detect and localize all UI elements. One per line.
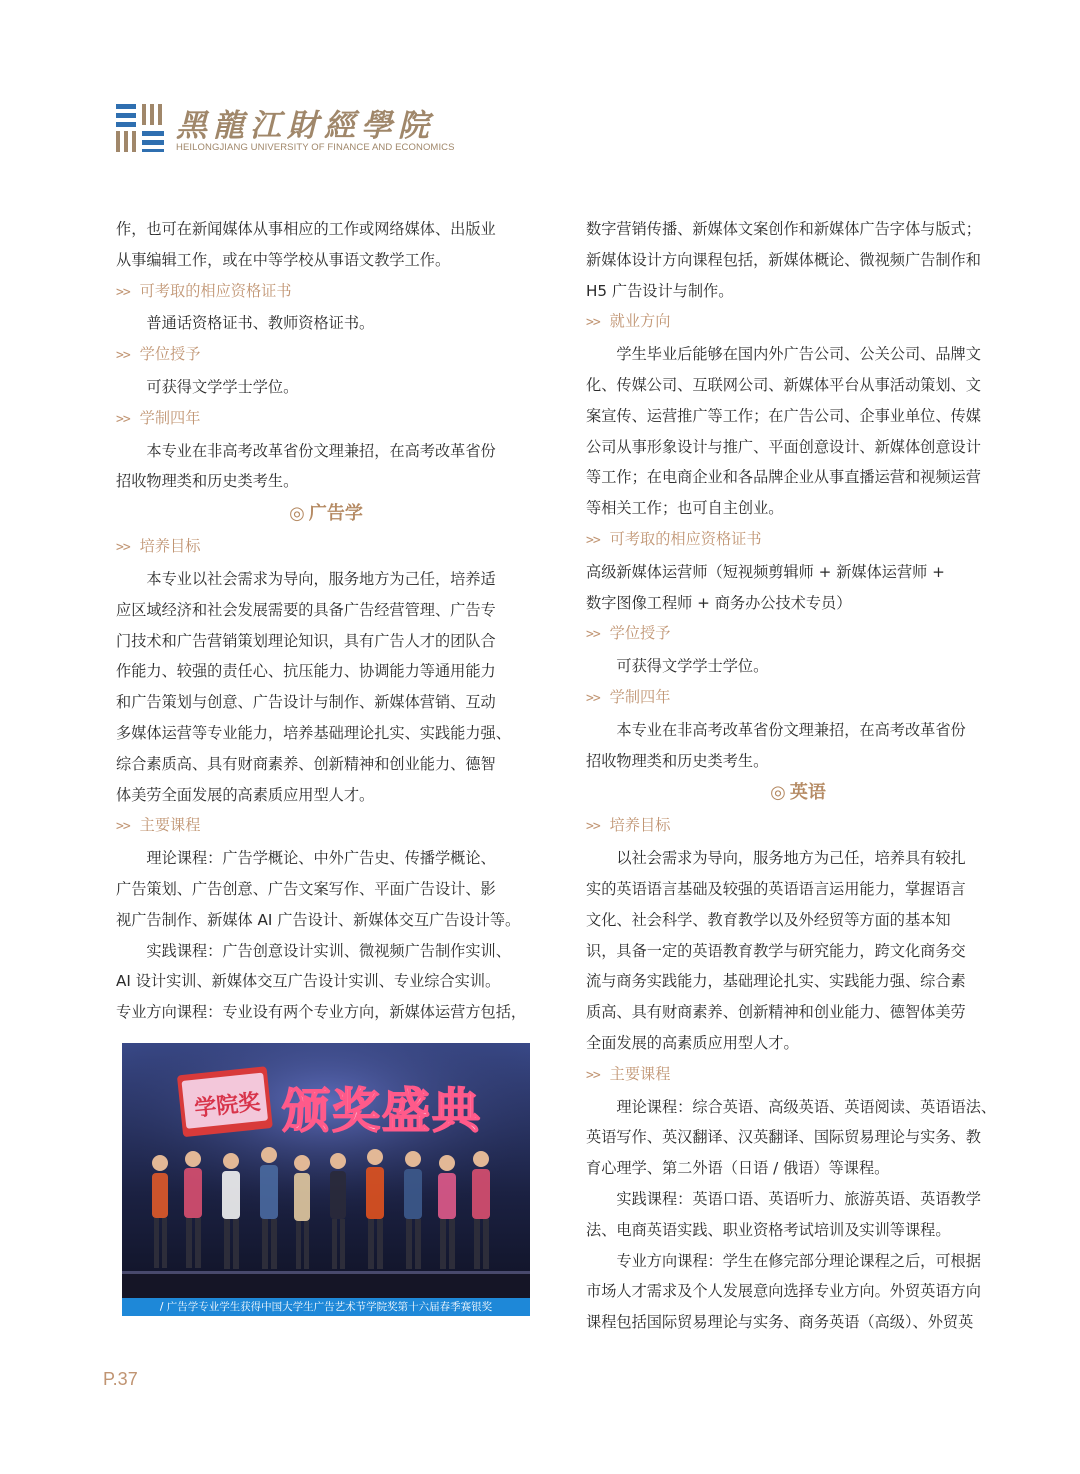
career-line: 等工作；在电商企业和各品牌企业从事直播运营和视频运营 (586, 468, 981, 487)
career-line: 等相关工作；也可自主创业。 (586, 499, 784, 518)
intro-line: 从事编辑工作，或在中等学校从事语文教学工作。 (116, 250, 451, 269)
career-line: 案宣传、运营推广等工作；在广告公司、企事业单位、传媒 (586, 406, 981, 425)
course-line: 专业方向课程：专业设有两个专业方向，新媒体运营方包括， (116, 1003, 527, 1022)
section-title-english: ◎ 英语 (770, 782, 826, 804)
duration-text: 本专业在非高考改革省份文理兼招，在高考改革省份 (146, 441, 496, 460)
degree-text: 可获得文学学士学位。 (146, 377, 299, 396)
course-line: 市场人才需求及个人发展意向选择专业方向。外贸英语方向 (586, 1282, 981, 1301)
course-line: 育心理学、第二外语（日语 / 俄语）等课程。 (586, 1159, 890, 1178)
double-circle-icon: ◎ (770, 782, 786, 804)
intro-line: H5 广告设计与制作。 (586, 281, 734, 300)
goal-line: 以社会需求为导向，服务地方为己任，培养具有较扎 (616, 849, 966, 868)
course-line: 法、电商英语实践、职业资格考试培训及实训等课程。 (586, 1220, 951, 1239)
duration-text: 招收物理类和历史类考生。 (116, 472, 299, 491)
goal-line: 和广告策划与创意、广告设计与制作、新媒体营销、互动 (116, 693, 496, 712)
heading-certificates: >> 可考取的相应资格证书 (586, 529, 762, 548)
certificates-text: 数字图像工程师 + 商务办公技术专员） (586, 593, 852, 612)
award-ceremony-photo (122, 1043, 530, 1316)
course-line: 理论课程：综合英语、高级英语、英语阅读、英语语法、 (616, 1097, 997, 1116)
duration-text: 招收物理类和历史类考生。 (586, 751, 769, 770)
heading-courses: >> 主要课程 (116, 816, 201, 835)
heading-degree: >> 学位授予 (116, 345, 201, 364)
goal-line: 识，具备一定的英语教育教学与研究能力，跨文化商务交 (586, 941, 966, 960)
goal-line: 质高、具有财商素养、创新精神和创业能力、德智体美劳 (586, 1003, 966, 1022)
intro-line: 数字营销传播、新媒体文案创作和新媒体广告字体与版式； (586, 220, 981, 238)
double-chevron-icon: >> (116, 540, 130, 556)
course-line: 视广告制作、新媒体 AI 广告设计、新媒体交互广告设计等。 (116, 910, 521, 929)
goal-line: 本专业以社会需求为导向，服务地方为己任，培养适 (146, 569, 496, 588)
logo-mark-icon (116, 104, 164, 152)
double-chevron-icon: >> (586, 819, 600, 835)
goal-line: 综合素质高、具有财商素养、创新精神和创业能力、德智 (116, 754, 496, 773)
intro-line: 作，也可在新闻媒体从事相应的工作或网络媒体、出版业 (116, 220, 496, 238)
double-chevron-icon: >> (116, 348, 130, 364)
intro-line: 新媒体设计方向课程包括，新媒体概论、微视频广告制作和 (586, 250, 981, 269)
goal-line: 作能力、较强的责任心、抗压能力、协调能力等通用能力 (116, 662, 496, 681)
goal-line: 文化、社会科学、教育教学以及外经贸等方面的基本知 (586, 910, 951, 929)
double-chevron-icon: >> (116, 819, 130, 835)
goal-line: 门技术和广告营销策划理论知识，具有广告人才的团队合 (116, 631, 496, 650)
goal-line: 应区域经济和社会发展需要的具备广告经营管理、广告专 (116, 600, 496, 619)
course-line: AI 设计实训、新媒体交互广告设计实训、专业综合实训。 (116, 972, 501, 991)
logo-chinese-name: 黑龍江財經學院 (176, 108, 435, 144)
photo-badge-text: 学院奖 (193, 1090, 262, 1122)
heading-duration: >> 学制四年 (116, 408, 201, 427)
page-number: P.37 (103, 1369, 138, 1389)
double-chevron-icon: >> (116, 284, 130, 300)
heading-degree: >> 学位授予 (586, 624, 671, 643)
photo-illustration (122, 1043, 530, 1316)
degree-text: 可获得文学学士学位。 (616, 657, 769, 676)
double-circle-icon: ◎ (289, 503, 305, 525)
double-chevron-icon: >> (586, 690, 600, 706)
heading-goals: >> 培养目标 (586, 816, 671, 835)
heading-duration: >> 学制四年 (586, 687, 671, 706)
left-column (116, 214, 536, 1028)
heading-career: >> 就业方向 (586, 312, 671, 331)
course-line: 实践课程：英语口语、英语听力、旅游英语、英语教学 (616, 1189, 981, 1208)
certificates-text: 普通话资格证书、教师资格证书。 (146, 314, 375, 333)
right-column (586, 214, 1010, 1338)
course-line: 理论课程：广告学概论、中外广告史、传播学概论、 (146, 849, 496, 868)
course-line: 实践课程：广告创意设计实训、微视频广告制作实训、 (146, 941, 511, 960)
goal-line: 多媒体运营等专业能力，培养基础理论扎实、实践能力强、 (116, 723, 511, 742)
photo-caption: / 广告学专业学生获得中国大学生广告艺术节学院奖第十六届春季赛银奖 (122, 1298, 530, 1316)
section-title-advertising: ◎ 广告学 (289, 503, 363, 525)
career-line: 公司从事形象设计与推广、平面创意设计、新媒体创意设计 (586, 437, 981, 456)
goal-line: 实的英语语言基础及较强的英语语言运用能力，掌握语言 (586, 879, 966, 898)
heading-courses: >> 主要课程 (586, 1064, 671, 1083)
certificates-text: 高级新媒体运营师（短视频剪辑师 + 新媒体运营师 + (586, 562, 945, 581)
course-line: 课程包括国际贸易理论与实务、商务英语（高级）、外贸英 (586, 1313, 974, 1332)
career-line: 化、传媒公司、互联网公司、新媒体平台从事活动策划、文 (586, 375, 981, 394)
logo-english-name: HEILONGJIANG UNIVERSITY OF FINANCE AND ECONOMICS (176, 142, 455, 153)
duration-text: 本专业在非高考改革省份文理兼招，在高考改革省份 (616, 720, 966, 739)
heading-goals: >> 培养目标 (116, 537, 201, 556)
goal-line: 全面发展的高素质应用型人才。 (586, 1033, 799, 1052)
double-chevron-icon: >> (586, 532, 600, 548)
photo-banner-text: 颁奖盛典 (282, 1083, 483, 1139)
double-chevron-icon: >> (116, 411, 130, 427)
goal-line: 流与商务实践能力，基础理论扎实、实践能力强、综合素 (586, 972, 966, 991)
career-line: 学生毕业后能够在国内外广告公司、公关公司、品牌文 (616, 345, 981, 364)
course-line: 广告策划、广告创意、广告文案写作、平面广告设计、影 (116, 879, 496, 898)
course-line: 英语写作、英汉翻译、汉英翻译、国际贸易理论与实务、教 (586, 1128, 981, 1147)
heading-certificates: >> 可考取的相应资格证书 (116, 281, 292, 300)
double-chevron-icon: >> (586, 315, 600, 331)
goal-line: 体美劳全面发展的高素质应用型人才。 (116, 785, 375, 804)
double-chevron-icon: >> (586, 627, 600, 643)
double-chevron-icon: >> (586, 1067, 600, 1083)
university-logo (116, 100, 476, 160)
course-line: 专业方向课程：学生在修完部分理论课程之后，可根据 (616, 1251, 981, 1270)
